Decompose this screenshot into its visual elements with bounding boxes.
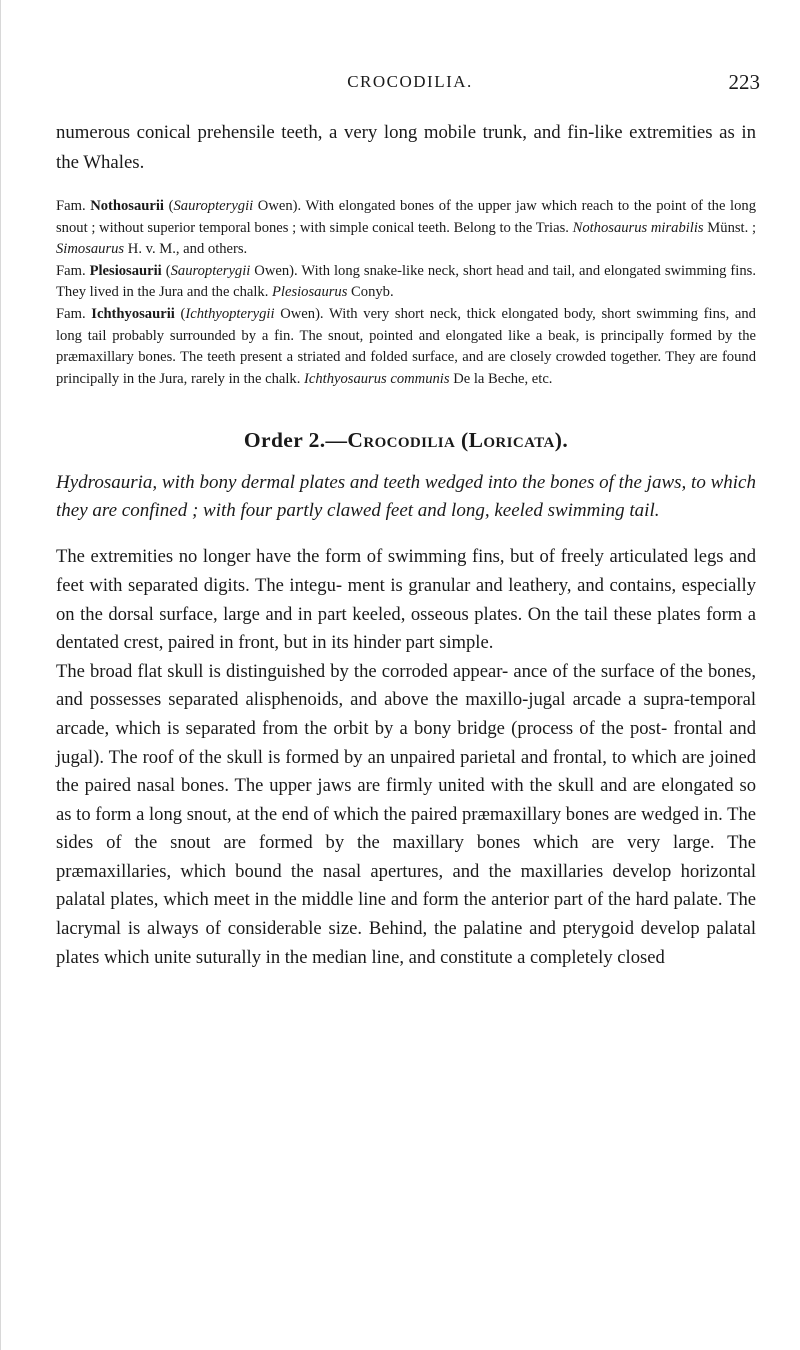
- order-heading: [56, 428, 756, 453]
- page-number: 223: [728, 70, 760, 94]
- example-genus: Simosaurus: [56, 241, 125, 258]
- page-content: [56, 118, 756, 972]
- family-synonym: Ichthyopterygii: [185, 305, 275, 322]
- running-title: CROCODILIA.: [347, 72, 473, 91]
- page-binding-edge: [0, 0, 1, 1350]
- running-head: [60, 72, 760, 98]
- family-entry-ichthyosaurii: [56, 304, 756, 390]
- family-synonym: Sauropterygii: [170, 262, 251, 279]
- example-authority: Conyb.: [347, 284, 394, 301]
- family-description: With very short neck, thick elongated body, short swimming fins, and long tail probably surrounded by a fin. The snout, pointed and elongated like a beak, is principally formed by the præmaxillary bones. The teeth present a striated and folded surface, and are closely crowded together. They are found principally in the Jura, rarely in the chalk.: [56, 305, 756, 387]
- order-alt-name: Loricata: [468, 428, 555, 453]
- order-name: Crocodilia: [347, 428, 456, 453]
- example-genus: Plesiosaurus: [272, 284, 348, 301]
- family-synonym: Sauropterygii: [173, 198, 254, 214]
- order-paren-close: ).: [554, 428, 569, 453]
- family-name: Ichthyosaurii: [91, 305, 175, 322]
- example-authority: Münst. ;: [703, 219, 756, 236]
- family-entry-plesiosaurii: [56, 261, 756, 304]
- order-prefix: Order 2.—: [243, 428, 348, 453]
- fam-label: Fam.: [56, 198, 86, 214]
- family-name: Nothosaurii: [90, 198, 164, 214]
- paren: (: [168, 198, 174, 214]
- body-paragraph-integument: The extremities no longer have the form of swimming fins, but of freely articulated legs and feet with separated digits. The integu- ment is granular and leathery, and contains, especially on the dorsal surface, large and in part keeled, osseous plates. On the tail these plates form a dentated crest, paired in front, but in its hinder part simple.: [56, 546, 756, 654]
- family-name: Plesiosaurii: [89, 262, 162, 279]
- family-author: Owen).: [250, 262, 298, 279]
- family-entry-nothosaurii: [56, 196, 756, 261]
- family-author: Owen).: [253, 198, 302, 214]
- family-description: With elongated bones of the upper jaw which reach to the point of the long snout ; without superior temporal bones ; with simple conical teeth. Belong to the Trias.: [56, 198, 756, 236]
- example-genus: Ichthyosaurus communis: [304, 370, 450, 387]
- family-description: With long snake-like neck, short head and tail, and elongated swimming fins. They lived in the Jura and the chalk.: [56, 262, 756, 301]
- intro-paragraph: numerous conical prehensile teeth, a very long mobile trunk, and fin-like extremities as in the Whales.: [56, 122, 756, 173]
- example-genus: Nothosaurus mirabilis: [572, 219, 704, 236]
- example-authority: De la Beche, etc.: [449, 370, 553, 387]
- paren: (: [165, 262, 171, 279]
- example-authority: H. v. M., and others.: [124, 241, 248, 258]
- order-diagnosis: Hydrosauria, with bony dermal plates and teeth wedged into the bones of the jaws, to which they are confined ; with four partly clawed feet and long, keeled swimming tail.: [56, 472, 756, 522]
- fam-label: Fam.: [56, 305, 86, 322]
- body-paragraph-skull: The broad flat skull is distinguished by the corroded appear- ance of the surface of the bones, and possesses separated alisphenoids, and above the maxillo-jugal arcade a supra-temporal arcade, which is separated from the orbit by a bony bridge (process of the post- frontal and jugal). The roof of the skull is formed by an unpaired parietal and frontal, to which are joined the paired nasal bones. The upper jaws are firmly united with the skull and are elongated so as to form a long snout, at the end of which the paired præmaxillary bones are wedged in. The sides of the snout are formed by the maxillary bones which are very large. The præmaxillaries, which bound the nasal apertures, and the maxillaries develop horizontal palatal plates, which meet in the middle line and form the anterior part of the hard palate. The lacrymal is always of considerable size. Behind, the palatine and pterygoid develop palatal plates which unite suturally in the median line, and constitute a completely closed: [56, 660, 756, 968]
- fam-label: Fam.: [56, 262, 86, 279]
- family-author: Owen).: [274, 305, 324, 322]
- order-paren-open: (: [455, 428, 469, 453]
- paren: (: [180, 305, 186, 322]
